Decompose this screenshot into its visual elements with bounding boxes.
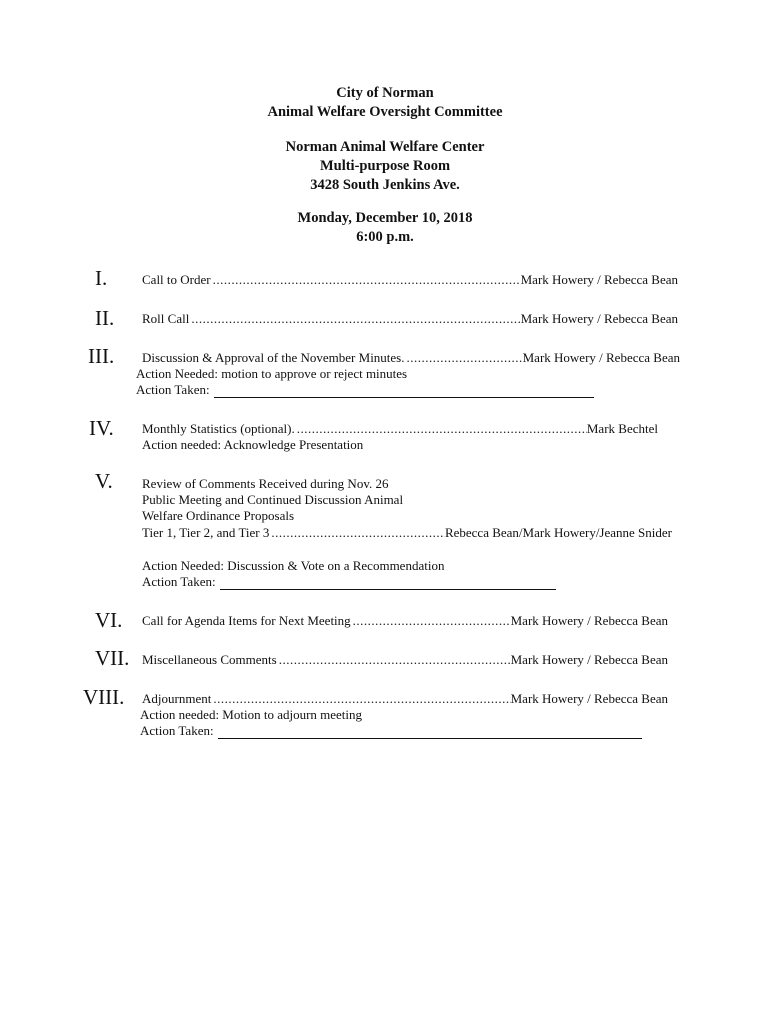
item-title: Miscellaneous Comments: [142, 652, 277, 667]
agenda-header: [0, 84, 770, 122]
item-number: IV.: [89, 416, 114, 440]
item-owner: Rebecca Bean/Mark Howery/Jeanne Snider: [444, 525, 672, 540]
agenda-item: [142, 421, 658, 437]
dot-leader: [211, 691, 510, 707]
agenda-item: [142, 691, 668, 707]
agenda-item: [142, 525, 672, 541]
meeting-date: Monday, December 10, 2018: [297, 210, 473, 226]
dot-leader: [295, 421, 587, 437]
agenda-item: [142, 652, 668, 668]
action-taken-label: Action Taken:: [140, 723, 214, 738]
action-taken-row: [140, 723, 642, 739]
agenda-item: [142, 272, 678, 288]
action-taken-label: Action Taken:: [136, 382, 210, 397]
item-title: Roll Call: [142, 311, 190, 326]
item-title: Monthly Statistics (optional).: [142, 421, 295, 436]
item-title: Adjournment: [142, 691, 212, 706]
dot-leader: [277, 652, 511, 668]
dot-leader: [351, 613, 511, 629]
agenda-item: [142, 311, 678, 327]
agenda-item: [142, 350, 680, 366]
action-needed: Action Needed: motion to approve or reject minutes: [136, 366, 408, 381]
date-block: [0, 209, 770, 247]
venue-name: Norman Animal Welfare Center: [285, 139, 485, 155]
action-needed: Action Needed: Discussion & Vote on a Recommendation: [142, 558, 445, 573]
agenda-item: [142, 613, 668, 629]
action-taken-blank[interactable]: [220, 577, 556, 590]
item-number: VI.: [95, 608, 123, 632]
dot-leader: [211, 272, 521, 288]
item-owner: Mark Howery / Rebecca Bean: [522, 350, 680, 365]
action-taken-row: [142, 574, 556, 590]
action-taken-row: [136, 382, 594, 398]
room-name: Multi-purpose Room: [319, 158, 451, 174]
meeting-time: 6:00 p.m.: [356, 229, 414, 245]
item-owner: Mark Bechtel: [586, 421, 658, 436]
action-needed: Action needed: Motion to adjourn meeting: [140, 707, 363, 722]
item-number: V.: [95, 469, 113, 493]
item-owner: Mark Howery / Rebecca Bean: [520, 311, 678, 326]
action-needed: Action needed: Acknowledge Presentation: [142, 437, 364, 452]
item-title-line: Review of Comments Received during Nov. 26: [142, 476, 389, 491]
item-number: VII.: [95, 646, 130, 670]
item-title-line: Welfare Ordinance Proposals: [142, 508, 295, 523]
city-name: City of Norman: [336, 85, 434, 101]
dot-leader: [269, 525, 445, 541]
action-taken-blank[interactable]: [214, 385, 594, 398]
item-title: Call to Order: [142, 272, 211, 287]
venue-address: 3428 South Jenkins Ave.: [310, 177, 460, 193]
dot-leader: [405, 350, 523, 366]
dot-leader: [189, 311, 520, 327]
item-owner: Mark Howery / Rebecca Bean: [510, 691, 668, 706]
item-number: VIII.: [83, 685, 125, 709]
item-number: I.: [95, 266, 108, 290]
committee-name: Animal Welfare Oversight Committee: [267, 104, 503, 120]
item-number: II.: [95, 306, 115, 330]
item-title: Discussion & Approval of the November Minutes.: [142, 350, 405, 365]
item-title: Tier 1, Tier 2, and Tier 3: [142, 525, 270, 540]
item-owner: Mark Howery / Rebecca Bean: [510, 613, 668, 628]
action-taken-blank[interactable]: [218, 726, 642, 739]
item-title: Call for Agenda Items for Next Meeting: [142, 613, 351, 628]
action-taken-label: Action Taken:: [142, 574, 216, 589]
venue-block: [0, 138, 770, 195]
item-number: III.: [88, 344, 115, 368]
item-owner: Mark Howery / Rebecca Bean: [510, 652, 668, 667]
item-owner: Mark Howery / Rebecca Bean: [520, 272, 678, 287]
item-title-line: Public Meeting and Continued Discussion Animal: [142, 492, 404, 507]
